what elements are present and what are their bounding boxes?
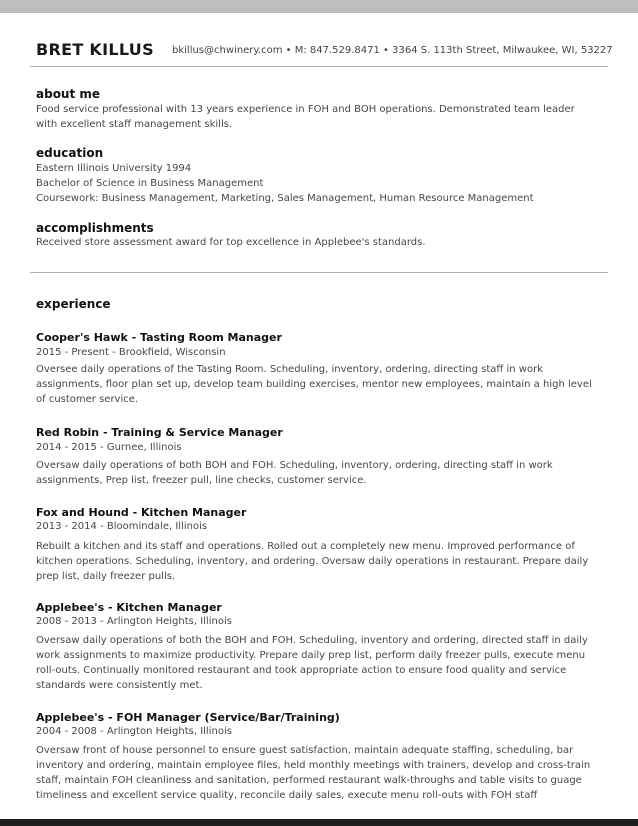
job-description: Oversaw daily operations of both BOH and FOH. Scheduling, inventory, ordering, directing staff in work assignments, Prep list, freezer pull, line checks, customer service. xyxy=(36,460,553,486)
job-meta: 2004 - 2008 - Arlington Heights, Illinois xyxy=(36,726,232,737)
section-divider xyxy=(30,272,608,273)
job-description: Rebuilt a kitchen and its staff and operations. Rolled out a completely new menu. Improved performance of kitchen operations. Scheduling, inventory, and ordering. Oversaw daily operations in restaurant. Prepare daily prep list, daily freezer pulls. xyxy=(36,541,589,582)
job-description: Oversaw daily operations of both the BOH and FOH. Scheduling, inventory and ordering, directed staff in daily work assignments to maximize productivity. Prepare daily prep list, perform daily freezer pulls, execute menu roll-outs. Continually monitored restaurant and took appropriate action to ensure food quality and service standards were consistently met. xyxy=(36,635,588,691)
job-title: Applebee's - FOH Manager (Service/Bar/Training) xyxy=(36,711,340,724)
about-heading: about me xyxy=(36,87,101,101)
job-meta: 2015 - Present - Brookfield, Wisconsin xyxy=(36,347,226,358)
contact-info: bkillus@chwinery.com • M: 847.529.8471 • 3364 S. 113th Street, Milwaukee, WI, 53227 xyxy=(172,45,613,56)
accomplishments-heading: accomplishments xyxy=(36,221,154,235)
education-line: Eastern Illinois University 1994 xyxy=(36,163,192,174)
job-description: Oversee daily operations of the Tasting Room. Scheduling, inventory, ordering, directing staff in work assignments, floor plan set up, develop team building exercises, mentor new employees, maintain a high level of customer service. xyxy=(36,364,592,405)
education-heading: education xyxy=(36,146,104,160)
about-text: Food service professional with 13 years experience in FOH and BOH operations. Demonstrated team leader with excellent staff management skills. xyxy=(36,104,575,130)
job-meta: 2008 - 2013 - Arlington Heights, Illinois xyxy=(36,616,232,627)
education-line: Bachelor of Science in Business Management xyxy=(36,178,264,189)
education-line: Coursework: Business Management, Marketing, Sales Management, Human Resource Management xyxy=(36,193,534,204)
bottom-bar xyxy=(0,819,638,826)
experience-heading: experience xyxy=(36,297,111,311)
job-title: Fox and Hound - Kitchen Manager xyxy=(36,506,247,519)
job-meta: 2014 - 2015 - Gurnee, Illinois xyxy=(36,442,182,453)
job-description: Oversaw front of house personnel to ensure guest satisfaction, maintain adequate staffing, scheduling, bar inventory and ordering, maintain employee files, held monthly meetings with trainers, develop and cross-train staff, maintain FOH cleanliness and sanitation, performed restaurant walk-throughs and table visits to guage timeliness and excellent service quality, reconcile daily sales, execute menu roll-outs with FOH staff xyxy=(36,745,591,801)
candidate-name: BRET KILLUS xyxy=(36,40,154,59)
job-title: Cooper's Hawk - Tasting Room Manager xyxy=(36,331,282,344)
top-bar xyxy=(0,0,638,13)
job-title: Applebee's - Kitchen Manager xyxy=(36,601,222,614)
header-divider xyxy=(30,66,608,67)
job-title: Red Robin - Training & Service Manager xyxy=(36,426,283,439)
job-meta: 2013 - 2014 - Bloomindale, Illinois xyxy=(36,521,208,532)
accomplishments-text: Received store assessment award for top excellence in Applebee's standards. xyxy=(36,237,426,248)
